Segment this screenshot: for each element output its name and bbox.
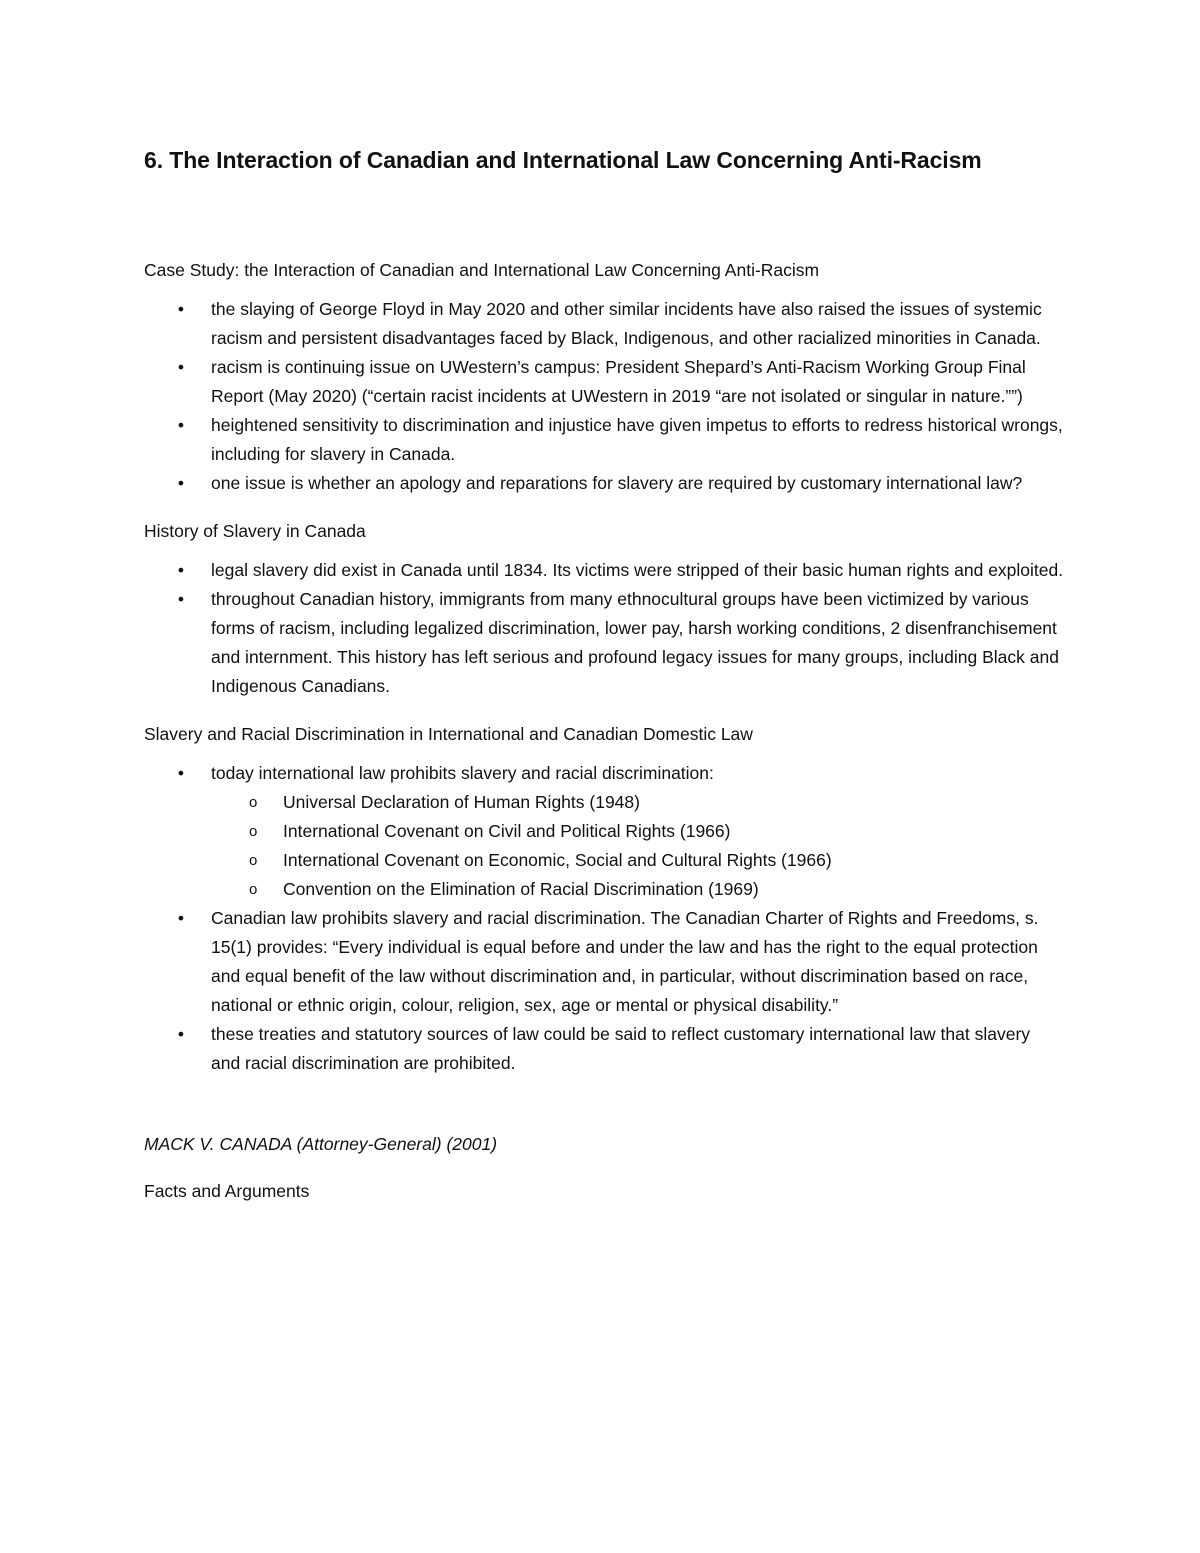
law-list [144, 759, 1064, 1078]
list-item-text: today international law prohibits slavery and racial discrimination: [211, 763, 714, 783]
sub-list-item-text: International Covenant on Civil and Political Rights (1966) [283, 821, 731, 841]
list-item [144, 411, 1064, 469]
bullet-icon: • [177, 357, 185, 377]
sub-list-item-text: Universal Declaration of Human Rights (1948) [283, 792, 640, 812]
bullet-icon: • [177, 1024, 185, 1044]
bullet-icon: • [177, 589, 185, 609]
list-item-text: one issue is whether an apology and reparations for slavery are required by customary international law? [211, 473, 1023, 493]
sub-bullet-icon: o [249, 881, 258, 898]
treaty-list [211, 788, 1064, 904]
bullet-icon: • [177, 908, 185, 928]
sub-list-item-text: International Covenant on Economic, Social and Cultural Rights (1966) [283, 850, 832, 870]
list-item [144, 585, 1064, 701]
bullet-icon: • [177, 415, 185, 435]
list-item [144, 469, 1064, 498]
list-item-text: heightened sensitivity to discrimination and injustice have given impetus to efforts to redress historical wrongs, including for slavery in Canada. [211, 415, 1063, 464]
bullet-icon: • [177, 560, 185, 580]
list-item [144, 759, 1064, 904]
case-study-list [144, 295, 1064, 498]
page-title: 6. The Interaction of Canadian and International Law Concerning Anti-Racism [144, 147, 982, 173]
sub-bullet-icon: o [249, 852, 258, 869]
sub-list-item [211, 817, 1064, 846]
case-title: MACK V. CANADA (Attorney-General) (2001) [144, 1134, 498, 1154]
list-item-text: these treaties and statutory sources of law could be said to reflect customary international law that slavery and racial discrimination are prohibited. [211, 1024, 1031, 1073]
list-item-text: Canadian law prohibits slavery and racial discrimination. The Canadian Charter of Rights and Freedoms, s. 15(1) provides: “Every individual is equal before and under the law and has the right to the equal protection and equal benefit of the law without discrimination and, in particular, without discrimination based on race, national or ethnic origin, colour, religion, sex, age or mental or physical disability.” [211, 908, 1039, 1015]
facts-heading: Facts and Arguments [144, 1181, 310, 1201]
list-item [144, 1020, 1064, 1078]
sub-list-item-text: Convention on the Elimination of Racial Discrimination (1969) [283, 879, 759, 899]
bullet-icon: • [177, 299, 185, 319]
sub-bullet-icon: o [249, 794, 258, 811]
history-list [144, 556, 1064, 701]
sub-list-item [211, 846, 1064, 875]
list-item [144, 353, 1064, 411]
bullet-icon: • [177, 473, 185, 493]
law-heading: Slavery and Racial Discrimination in International and Canadian Domestic Law [144, 724, 753, 744]
list-item-text: legal slavery did exist in Canada until 1834. Its victims were stripped of their basic human rights and exploited. [211, 560, 1064, 580]
sub-bullet-icon: o [249, 823, 258, 840]
list-item [144, 904, 1064, 1020]
bullet-icon: • [177, 763, 185, 783]
list-item-text: throughout Canadian history, immigrants from many ethnocultural groups have been victimized by various forms of racism, including legalized discrimination, lower pay, harsh working conditions, 2 disenfranchisement and internment. This history has left serious and profound legacy issues for many groups, including Black and Indigenous Canadians. [211, 589, 1059, 696]
history-heading: History of Slavery in Canada [144, 521, 366, 541]
list-item [144, 295, 1064, 353]
document-page [144, 140, 1064, 1206]
sub-list-item [211, 875, 1064, 904]
list-item-text: racism is continuing issue on UWestern’s campus: President Shepard’s Anti-Racism Working Group Final Report (May 2020) (“certain racist incidents at UWestern in 2019 “are not isolated or singular in nature.””) [211, 357, 1026, 406]
list-item [144, 556, 1064, 585]
sub-list-item [211, 788, 1064, 817]
list-item-text: the slaying of George Floyd in May 2020 and other similar incidents have also raised the issues of systemic racism and persistent disadvantages faced by Black, Indigenous, and other racialized minorities in Canada. [211, 299, 1042, 348]
case-study-heading: Case Study: the Interaction of Canadian and International Law Concerning Anti-Racism [144, 260, 820, 280]
